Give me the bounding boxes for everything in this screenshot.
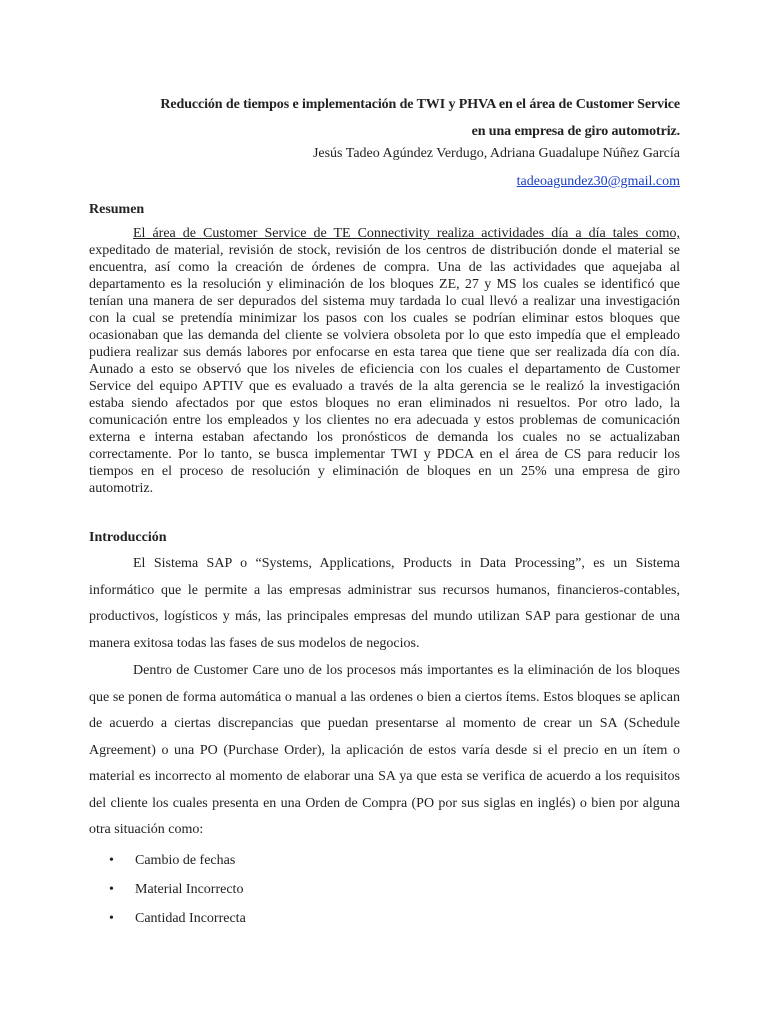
list-item	[89, 846, 246, 875]
abstract-underlined-text: El área de Customer Service de TE Connectivity realiza actividades día a día tales como,	[133, 226, 680, 241]
list-item-text: Cambio de fechas	[135, 853, 236, 868]
paper-authors: Jesús Tadeo Agúndez Verdugo, Adriana Guadalupe Núñez García	[312, 146, 680, 161]
abstract-text: expeditado de material, revisión de stock, revisión de los centros de distribución donde el material se encuentra, así como la creación de órdenes de compra. Una de las actividades que aquejaba al departamento es la resolución y eliminación de los bloques ZE, 27 y MS los cuales se identificó que tenían una manera de ser depurados del sistema muy tardada lo cual llevó a realizar una investigación con la cual se pretendía minimizar los pasos con los cuales se podrían eliminar estos bloques que ocasionaban que las demanda del cliente se volviera obsoleta por lo que esto impedía que el empleado pudiera realizar sus demás labores por enfocarse en esta tarea que tiene que ser realizada día con día. Aunado a esto se observó que los niveles de eficiencia con los cuales el departamento de Customer Service del equipo APTIV que es evaluado a través de la alta gerencia se le realizó la investigación estaba siendo afectados por que estos bloques no eran eliminados ni resueltos. Por otro lado, la comunicación entre los empleados y los clientes no era adecuada y estos problemas de comunicación externa e interna estaban afectando los pronósticos de demanda los cuales no se actualizaban correctamente. Por lo tanto, se busca implementar TWI y PDCA en el área de CS para reducir los tiempos en el proceso de resolución y eliminación de bloques en un 25% una empresa de giro automotriz.	[89, 243, 680, 496]
abstract-heading: Resumen	[89, 202, 145, 217]
paper-title	[89, 91, 680, 145]
introduction-paragraph-1: El Sistema SAP o “Systems, Applications, Products in Data Processing”, es un Sistema informático que le permite a las empresas administrar sus recursos humanos, financieros-contables, productivos, logísticos y más, las principales empresas del mundo utilizan SAP para gestionar de una manera exitosa todas las fases de sus modelos de negocios.	[89, 556, 680, 651]
bullet-icon: •	[109, 911, 114, 926]
paper-title-line-2: en una empresa de giro automotriz.	[471, 124, 680, 139]
bullet-list	[89, 846, 246, 933]
introduction-heading: Introducción	[89, 530, 167, 545]
list-item-text: Cantidad Incorrecta	[135, 911, 246, 926]
list-item-text: Material Incorrecto	[135, 882, 244, 897]
author-email-link[interactable]: tadeoagundez30@gmail.com	[516, 174, 680, 189]
list-item	[89, 904, 246, 933]
bullet-icon: •	[109, 853, 114, 868]
paper-title-line-1: Reducción de tiempos e implementación de TWI y PHVA en el área de Customer Service	[160, 97, 680, 112]
list-item	[89, 875, 246, 904]
introduction-paragraph-2: Dentro de Customer Care uno de los procesos más importantes es la eliminación de los bloques que se ponen de forma automática o manual a las ordenes o bien a ciertos ítems. Estos bloques se aplican de acuerdo a ciertas discrepancias que puedan presentarse al momento de crear un SA (Schedule Agreement) o una PO (Purchase Order), la aplicación de estos varía desde si el precio en un ítem o material es incorrecto al momento de elaborar una SA ya que esta se verifica de acuerdo a los requisitos del cliente los cuales presenta en una Orden de Compra (PO por sus siglas en inglés) o bien por alguna otra situación como:	[89, 663, 680, 837]
abstract-paragraph	[89, 225, 680, 497]
author-email	[89, 172, 680, 192]
bullet-icon: •	[109, 882, 114, 897]
